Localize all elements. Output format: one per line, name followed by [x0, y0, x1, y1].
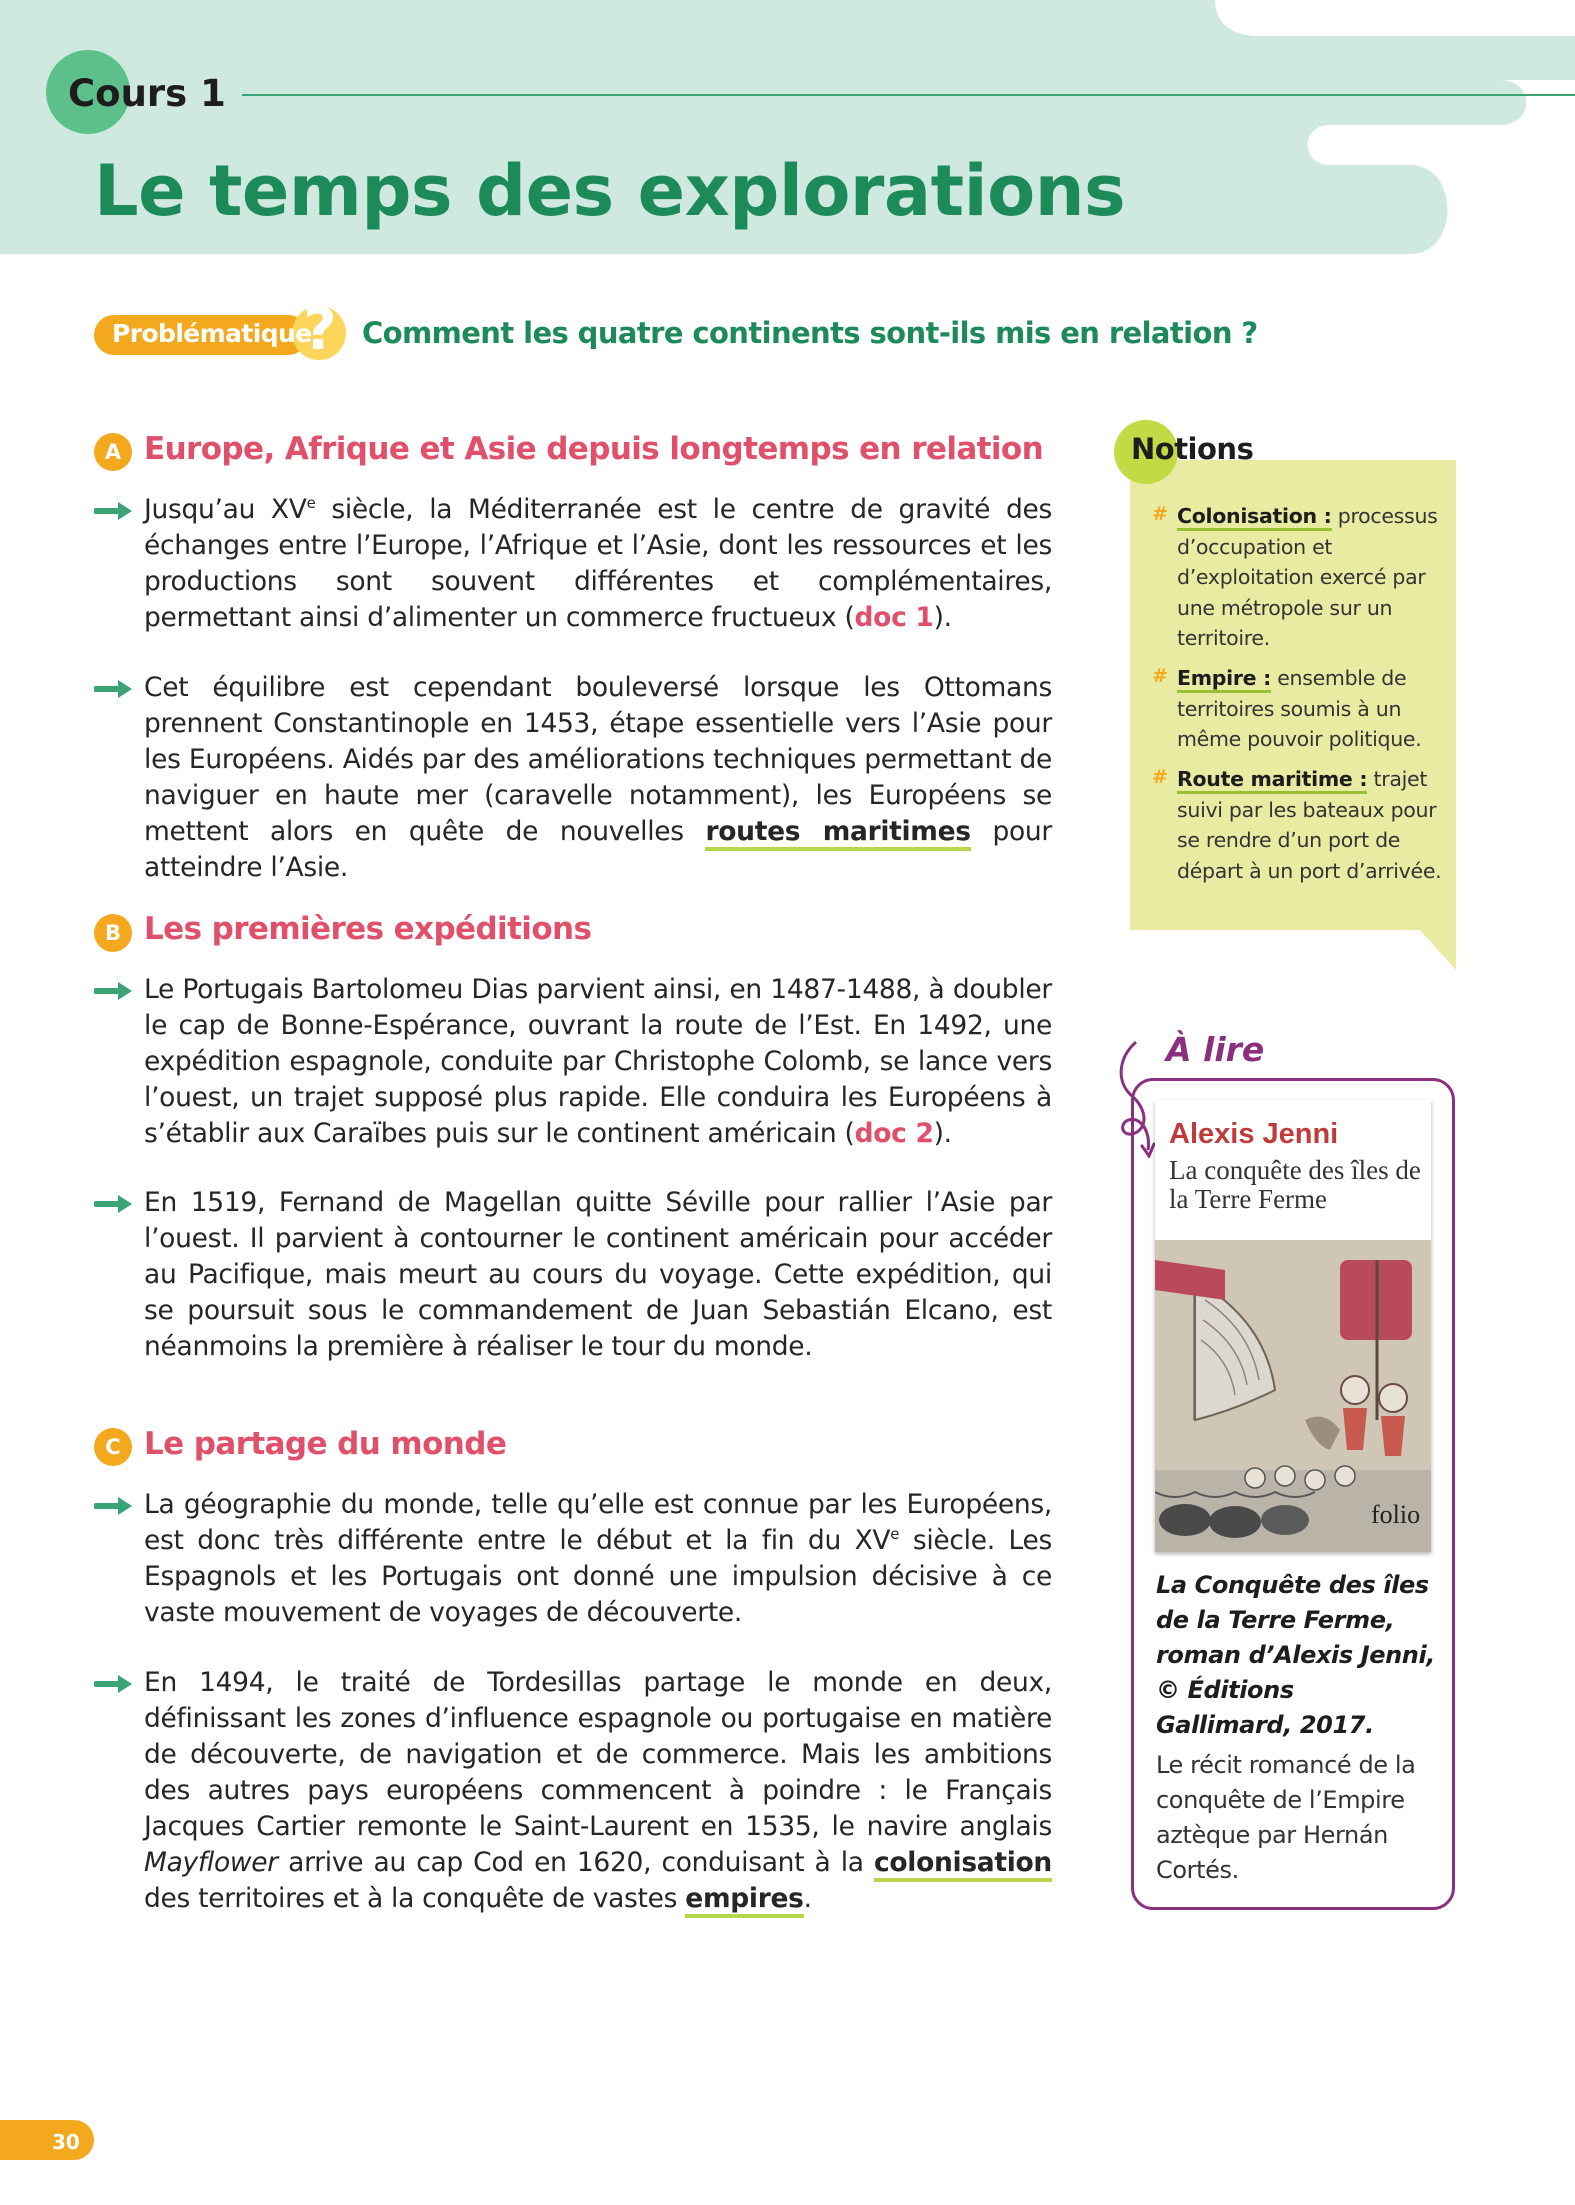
problematique-question: Comment les quatre continents sont-ils mis en relation ?	[362, 316, 1258, 350]
arrow-right-icon	[94, 1193, 134, 1215]
book-author: Alexis Jenni	[1169, 1118, 1339, 1150]
paragraph-a1: Jusqu’au XVe siècle, la Méditerranée est le centre de gravité des échanges entre l’Europe, l’Afrique et l’Asie, dont les ressources et les productions sont souvent différentes et complémentaires, permettant ainsi d’alimenter un commerce fructueux (doc 1).	[144, 494, 1052, 633]
book-caption: La Conquête des îles de la Terre Ferme, roman d’Alexis Jenni, © Éditions Gallimard, 2017.	[1156, 1571, 1436, 1739]
book-description: Le récit romancé de la conquête de l’Empire aztèque par Hernán Cortés.	[1156, 1751, 1416, 1884]
a-lire-title: À lire	[1166, 1030, 1265, 1069]
section-a-badge: A	[94, 433, 132, 471]
page-number-tab	[0, 2120, 94, 2160]
page-title: Le temps des explorations	[94, 150, 1126, 232]
paragraph-b2: En 1519, Fernand de Magellan quitte Séville pour rallier l’Asie par l’ouest. Il parvient à contourner le continent américain pour accéder au Pacifique, mais meurt au cours du voyage. Cette expédition, qui se poursuit sous le commandement de Juan Sebastián Elcano, est néanmoins la première à réaliser le tour du monde.	[144, 1187, 1052, 1362]
page-number: 30	[52, 2130, 80, 2154]
arrow-right-icon	[94, 500, 134, 522]
term-colonisation: colonisation	[874, 1847, 1052, 1882]
notions-box-tail	[1418, 928, 1456, 970]
paragraph-c1: La géographie du monde, telle qu’elle est connue par les Européens, est donc très différente entre le début et la fin du XVe siècle. Les Espagnols et les Portugais ont donné une impulsion décisive à ce vaste mouvement de voyages de découverte.	[144, 1489, 1052, 1628]
section-a-title: Europe, Afrique et Asie depuis longtemps en relation	[144, 431, 1044, 467]
section-c-title: Le partage du monde	[144, 1426, 507, 1462]
paragraph-b1: Le Portugais Bartolomeu Dias parvient ainsi, en 1487-1488, à doubler le cap de Bonne-Espérance, ouvrant la route de l’Est. En 1492, une expédition espagnole, conduite par Christophe Colomb, se lance vers l’ouest, un trajet supposé plus rapide. Elle conduira les Européens à s’établir aux Caraïbes puis sur le continent américain (doc 2).	[144, 974, 1052, 1149]
hash-icon: #	[1152, 503, 1168, 525]
doc-1-link[interactable]: doc 1	[854, 602, 934, 633]
question-mark-glyph: ?	[303, 295, 337, 363]
section-b-title: Les premières expéditions	[144, 911, 592, 947]
term-empires: empires	[685, 1883, 803, 1918]
arrow-right-icon	[94, 678, 134, 700]
arrow-right-icon	[94, 1673, 134, 1695]
section-c-badge: C	[94, 1428, 132, 1466]
publisher-logo: folio	[1371, 1500, 1421, 1529]
problematique-label: Problématique	[112, 319, 312, 348]
header-rule	[242, 94, 1575, 96]
notion-colonisation: Colonisation : processus d’occupation et d’exploitation exercé par une métropole sur un territoire.	[1177, 504, 1438, 650]
lesson-label: Cours 1	[68, 72, 226, 115]
notion-empire: Empire : ensemble de territoires soumis à un même pouvoir politique.	[1177, 666, 1422, 751]
arrow-right-icon	[94, 980, 134, 1002]
book-cover	[1155, 1100, 1431, 1552]
book-title: La conquête des îles de la Terre Ferme	[1169, 1155, 1421, 1214]
arrow-right-icon	[94, 1495, 134, 1517]
paragraph-a2: Cet équilibre est cependant bouleversé lorsque les Ottomans prennent Constantinople en 1453, étape essentielle vers l’Asie pour les Européens. Aidés par des améliorations techniques permettant de naviguer en haute mer (caravelle notamment), les Européens se mettent alors en quête de nouvelles routes maritimes pour atteindre l’Asie.	[144, 672, 1052, 883]
notion-route-maritime: Route maritime : trajet suivi par les bateaux pour se rendre d’un port de départ à un port d’arrivée.	[1177, 767, 1442, 883]
notions-title: Notions	[1131, 432, 1254, 466]
doc-2-link[interactable]: doc 2	[854, 1118, 934, 1149]
paragraph-c2: En 1494, le traité de Tordesillas partage le monde en deux, définissant les zones d’influence espagnole ou portugaise en matière de découverte, de navigation et de commerce. Mais les ambitions des autres pays européens commencent à poindre : le Français Jacques Cartier remonte le Saint-Laurent en 1535, le navire anglais Mayflower arrive au cap Cod en 1620, conduisant à la colonisation des territoires et à la conquête de vastes empires.	[144, 1665, 1052, 1917]
hash-icon: #	[1152, 766, 1168, 788]
hash-icon: #	[1152, 665, 1168, 687]
term-routes-maritimes: routes maritimes	[705, 816, 970, 851]
section-b-badge: B	[94, 914, 132, 952]
